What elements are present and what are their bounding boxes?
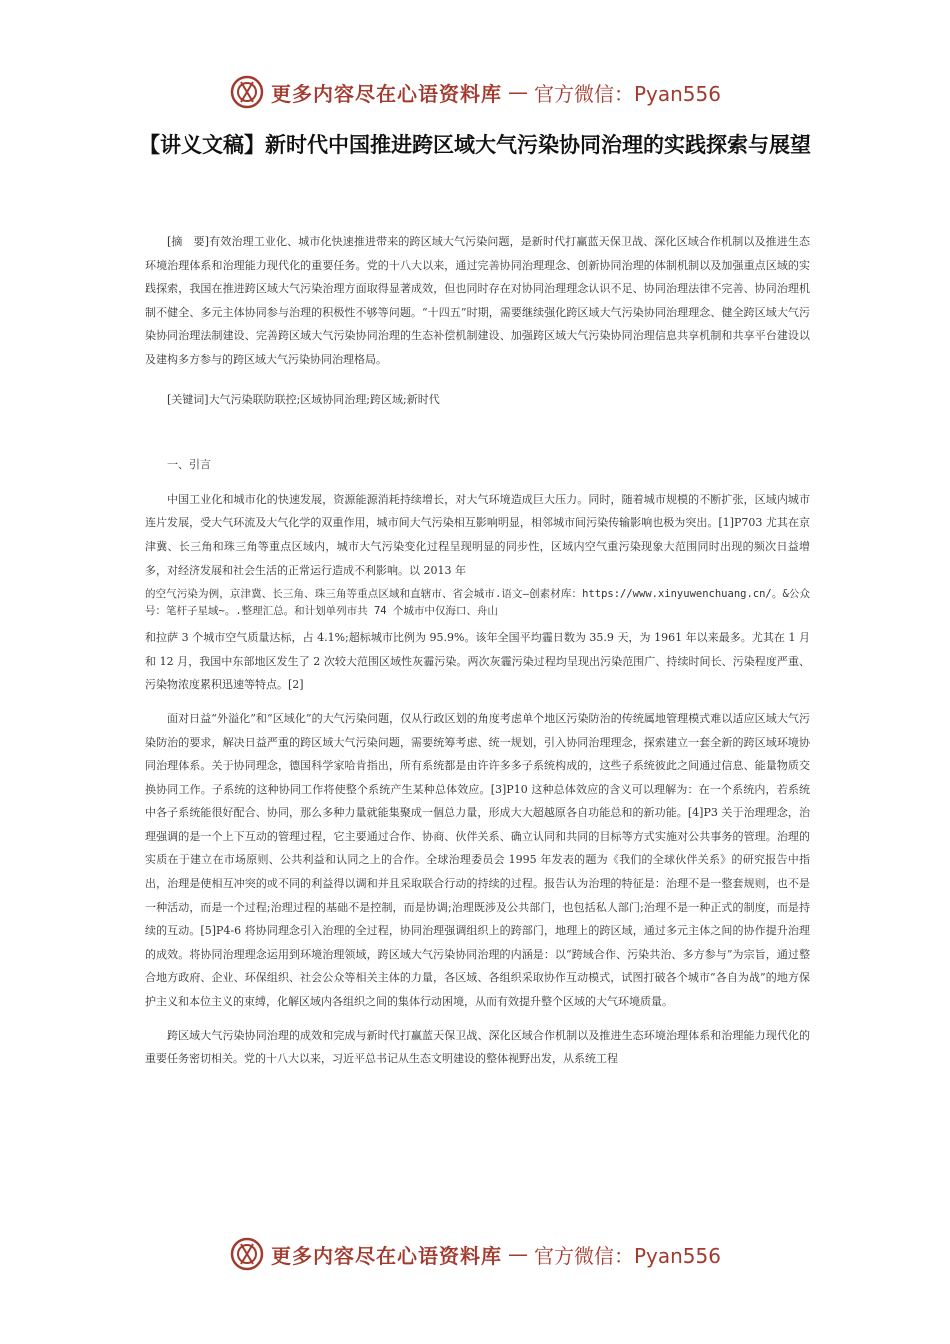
- document-body: [145, 230, 810, 1081]
- body-paragraph-3: 跨区域大气污染协同治理的成效和完成与新时代打赢蓝天保卫战、深化区域合作机制以及推进生态环境治理体系和治理能力现代化的重要任务密切相关。党的十八大以来，习近平总书记从生态文明建设的整体视野出发，从系统工程: [145, 1028, 810, 1066]
- watermark-separator: —: [507, 1242, 528, 1266]
- inserted-ad-text: 的空气污染为例，京津冀、长三角、珠三角等重点区域和直辖市、省会城市.语文—创素材库：https://www.xinyuwenchuang.cn/。&公众号：笔杆子星域~。.整理汇总。和计划单列市共 74 个城市中仅海口、舟山: [145, 588, 810, 618]
- body-paragraph-1: 中国工业化和城市化的快速发展，资源能源消耗持续增长，对大气环境造成巨大压力。同时，随着城市规模的不断扩张，区域内城市连片发展，受大气环流及大气化学的双重作用，城市间大气污染相互影响明显，相邻城市间污染传输影响也极为突出。[1]P703 尤其在京津冀、长三角和珠三角等重点区域内，城市大气污染变化过程呈现明显的同步性，区域内空气重污染现象大范围同时出现的频次日益增多，对经济发展和社会生活的正常运行造成不利影响。以 2013 年: [145, 492, 810, 577]
- body-paragraph-2: 面对日益“外溢化”和“区域化”的大气污染问题，仅从行政区划的角度考虑单个地区污染防治的传统属地管理模式难以适应区域大气污染防治的要求，解决日益严重的跨区域大气污染问题，需要统筹考虑、统一规划，引入协同治理理念，探索建立一套全新的跨区域环境协同治理体系。关于协同理念，德国科学家哈肯指出，所有系统都是由许许多多子系统构成的，这些子系统彼此之间通过信息、能量物质交换协同工作。子系统的这种协同工作将使整个系统产生某种总体效应。[3]P10 这种总体效应的含义可以理解为：在一个系统内，若系统中各子系统能很好配合、协同，那么多种力量就能集聚成一個总力量，形成大大超越原各自功能总和的新功能。[4]P3 关于治理理念，治理强调的是一个上下互动的管理过程，它主要通过合作、协商、伙伴关系、确立认同和共同的目标等方式实施对公共事务的管理。治理的实质在于建立在市场原则、公共利益和认同之上的合作。全球治理委员会 1995 年发表的题为《我们的全球伙伴关系》的研究报告中指出，治理是使相互冲突的或不同的利益得以调和并且采取联合行动的持续的过程。报告认为治理的特征是：治理不是一整套规则，也不是一种活动，而是一个过程;治理过程的基础不是控制，而是协调;治理既涉及公共部门，也包括私人部门;治理不是一种正式的制度，而是持续的互动。[5]P4-6 将协同理念引入治理的全过程，协同治理强调组织上的跨部门，地理上的跨区域，通过多元主体之间的协作提升治理的成效。将协同治理理念运用到环境治理领域，跨区域大气污染协同治理的内涵是：以“跨域合作、污染共治、多方参与”为宗旨，通过整合地方政府、企业、环保组织、社会公众等相关主体的力量，各区域、各组织采取协作互动模式，试图打破各个城市“各自为战”的地方保护主义和本位主义的束缚，化解区域内各组织之间的集体行动困境，从而有效提升整个区域的大气环境质量。: [145, 711, 810, 1009]
- watermark-wechat: 官方微信：Pyan556: [533, 1243, 721, 1268]
- watermark-banner-top: [0, 70, 950, 114]
- watermark-text: 更多内容尽在心语资料库: [270, 81, 502, 106]
- brand-logo-icon: [229, 1236, 265, 1272]
- section-heading: 一、引言: [167, 458, 211, 472]
- watermark-banner-bottom: [0, 1232, 950, 1276]
- abstract-paragraph: [摘 要]有效治理工业化、城市化快速推进带来的跨区域大气污染问题，是新时代打赢蓝天保卫战、深化区域合作机制以及推进生态环境治理体系和治理能力现代化的重要任务。党的十八大以来，通过完善协同治理理念、创新协同治理的体制机制以及加强重点区域的实践探索，我国在推进跨区域大气污染治理方面取得显著成效，但也同时存在对协同治理理念认识不足、协同治理法律不完善、协同治理机制不健全、多元主体协同参与治理的积极性不够等问题。“十四五”时期，需要继续强化跨区域大气污染协同治理理念、健全跨区域大气污染协同治理法制建设、完善跨区域大气污染协同治理的生态补偿机制建设、加强跨区域大气污染协同治理信息共享机制和共享平台建设以及建构多方参与的跨区域大气污染协同治理格局。: [145, 235, 810, 366]
- body-paragraph-1-continued: 和拉萨 3 个城市空气质量达标，占 4.1%;超标城市比例为 95.9%。该年全国平均霾日数为 35.9 天，为 1961 年以来最多。尤其在 1 月和 12 月，我国中东部地区发生了 2 次较大范围区域性灰霾污染。两次灰霾污染过程均呈现出污染范围广、持续时间长、污染程度严重、污染物浓度累积迅速等特点。[2]: [145, 631, 810, 692]
- document-title: 【讲义文稿】新时代中国推进跨区域大气污染协同治理的实践探索与展望: [139, 133, 811, 157]
- watermark-text: 更多内容尽在心语资料库: [270, 1243, 502, 1268]
- brand-logo-icon: [229, 74, 265, 110]
- keywords-paragraph: [关键词]大气污染联防联控;区域协同治理;跨区域;新时代: [167, 392, 440, 406]
- watermark-separator: —: [507, 80, 528, 104]
- watermark-wechat: 官方微信：Pyan556: [533, 81, 721, 106]
